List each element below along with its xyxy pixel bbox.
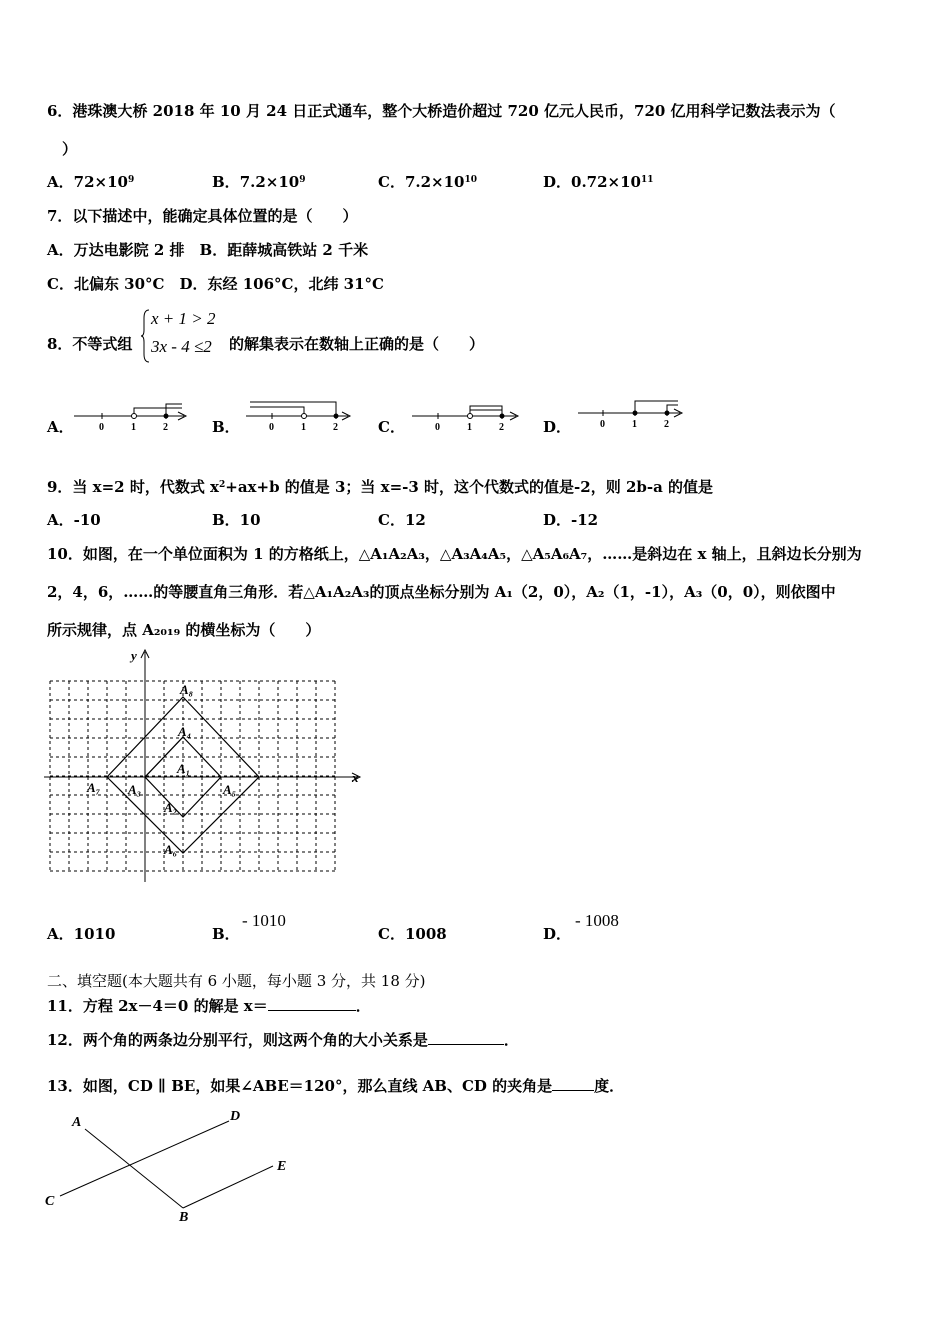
tick-1: 1 <box>131 422 136 432</box>
q8-option-a-label: A． <box>47 418 74 436</box>
tick-1: 1 <box>301 422 306 432</box>
system-brace <box>141 308 151 364</box>
q10-stem-line2: 2，4，6，……的等腰直角三角形．若△A₁A₂A₃的顶点坐标分别为 A₁（2，0），A₂（1，-1），A₃（0，0），则依图中 <box>47 583 836 601</box>
q13-figure <box>40 1100 300 1230</box>
point-d-label: D <box>230 1109 241 1124</box>
q8-inequality-1: x + 1 > 2 <box>151 309 216 328</box>
q8-option-b-label: B． <box>212 418 240 436</box>
label-a5: A₅ <box>223 782 237 797</box>
tick-2: 2 <box>499 422 504 432</box>
q6-option-a: A．$72\times 10^9$ <box>47 173 135 191</box>
label-a1: A₁ <box>177 761 191 776</box>
q8-option-d-label: D． <box>543 418 572 436</box>
q9-option-b: B．10 <box>212 511 261 529</box>
q9-stem: 9．当 x=2 时，代数式 $x^2+ax+b$ 的值是 3；当 x=-3 时，这个代数式的值是-2，则 2b-a 的值是 <box>47 478 714 496</box>
q10-option-a: A．1010 <box>47 925 116 943</box>
q9-option-c: C．12 <box>378 511 426 529</box>
tick-2: 2 <box>333 422 338 432</box>
numberline-d <box>578 396 688 432</box>
q10-grid-figure <box>40 646 370 886</box>
tick-2: 2 <box>664 419 669 430</box>
q12: 12．两个角的两条边分别平行，则这两个角的大小关系是 ． <box>47 1031 519 1049</box>
numberline-c <box>412 400 524 432</box>
tick-2: 2 <box>163 422 168 432</box>
point-e-label: E <box>277 1159 287 1174</box>
section2-heading: 二、填空题(本大题共有 6 小题，每小题 3 分，共 18 分) <box>47 972 426 990</box>
q7-stem: 7．以下描述中，能确定具体位置的是（ ） <box>47 207 358 225</box>
tick-0: 0 <box>269 422 274 432</box>
tick-0: 0 <box>600 419 605 430</box>
q6-option-d: D．$0.72\times 10^{11}$ <box>543 173 654 191</box>
label-a7: A₇ <box>87 780 101 795</box>
q6-option-c: C．$7.2\times 10^{10}$ <box>378 173 478 191</box>
q10-stem-line3: 所示规律，点 A₂₀₁₉ 的横坐标为（ ） <box>47 621 321 639</box>
q10-stem-line1: 10．如图，在一个单位面积为 1 的方格纸上，△A₁A₂A₃，△A₃A₄A₅，△A₅A₆A₇，……是斜边在 x 轴上，且斜边长分别为 <box>47 545 862 563</box>
q8-suffix: 的解集表示在数轴上正确的是（ ） <box>229 335 485 353</box>
point-b-label: B <box>179 1210 189 1225</box>
q9-option-d: D．-12 <box>543 511 599 529</box>
line-be <box>183 1166 273 1208</box>
q10-option-b-label: B． <box>212 925 240 943</box>
q6-stem: 6．港珠澳大桥 2018 年 10 月 24 日正式通车，整个大桥造价超过 720 亿元人民币，720 亿用科学记数法表示为（ <box>47 102 836 120</box>
q11: 11．方程 2x－4＝0 的解是 x＝ ． <box>47 997 371 1015</box>
numberline-b <box>246 398 356 432</box>
q6-stem-end: ） <box>62 140 78 158</box>
label-a6: A₆ <box>164 842 178 857</box>
q10-option-c: C．1008 <box>378 925 447 943</box>
tick-0: 0 <box>99 422 104 432</box>
line-ab <box>85 1129 183 1208</box>
point-c-label: C <box>45 1194 55 1209</box>
tick-1: 1 <box>467 422 472 432</box>
q8-inequality-2: 3x - 4 ≤2 <box>151 337 212 356</box>
q8-prefix: 8．不等式组 <box>47 335 133 353</box>
point-a-label: A <box>72 1115 82 1130</box>
q8-option-c-label: C． <box>378 418 405 436</box>
label-a8: A₈ <box>180 682 194 697</box>
q7-options-cd: C．北偏东 30°C D．东经 106°C，北纬 31°C <box>47 275 384 293</box>
tick-1: 1 <box>632 419 637 430</box>
label-a2: A₂ <box>164 800 178 815</box>
q7-options-ab: A．万达电影院 2 排 B．距薛城高铁站 2 千米 <box>47 241 369 259</box>
label-a4: A₄ <box>178 724 192 739</box>
q10-option-d-label: D． <box>543 925 572 943</box>
q13: 13．如图，CD ∥ BE，如果∠ABE＝120°，那么直线 AB、CD 的夹角是 度． <box>47 1077 625 1095</box>
axis-y-label: y <box>131 648 137 663</box>
tick-0: 0 <box>435 422 440 432</box>
label-a3: A₃ <box>128 782 142 797</box>
axis-x-label: x <box>352 770 359 785</box>
q10-option-b-value: - 1010 <box>242 911 286 930</box>
q9-option-a: A．-10 <box>47 511 101 529</box>
q6-option-b: B．$7.2\times 10^9$ <box>212 173 306 191</box>
numberline-a <box>74 400 190 432</box>
line-cd <box>60 1121 229 1196</box>
q10-option-d-value: - 1008 <box>575 911 619 930</box>
